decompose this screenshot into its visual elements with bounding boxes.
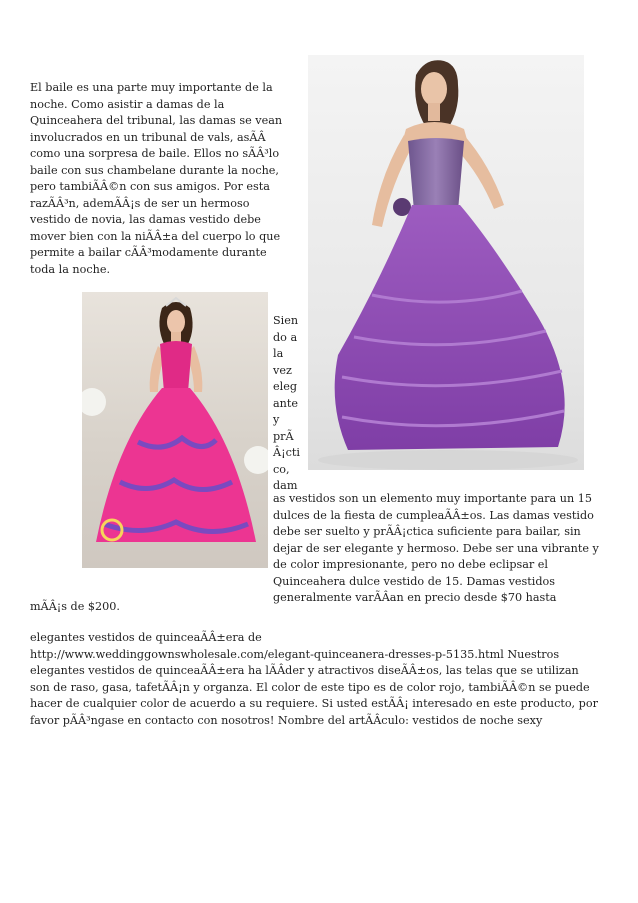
narrow-column-text: Sien do a la vez eleg ante y prÃ Â¡cti co, dam bbox=[273, 314, 300, 492]
price-tail-text: mÃÂ¡s de $200. bbox=[30, 600, 120, 613]
pink-dress-photo bbox=[82, 292, 268, 568]
intro-paragraph: El baile es una parte muy importante de la noche. Como asistir a damas de la Quinceahera del tribunal, las damas se vean involucrados en un tribunal de vals, asÃÂ como una sorpresa de baile. Ellos no sÃÂ³lo baile con sus chambelane durante la noche, pero tambiÃÂ©n con sus amigos. Por esta razÃÂ³n, ademÃÂ¡s de ser un hermoso vestido de novia, las damas vestido debe mover bien con la niÃÂ±a del cuerpo lo que permite a bailar cÃÂ³modamente durante toda la noche. bbox=[30, 81, 283, 276]
purple-dress-photo bbox=[308, 55, 584, 470]
purple-ballgown-illustration bbox=[308, 55, 584, 470]
pink-quinceanera-dress-illustration bbox=[82, 292, 268, 568]
closing-paragraph: elegantes vestidos de quinceaÃÂ±era de http://www.weddinggownswholesale.com/elegant-quinceanera-dresses-p-5135.html Nuestros elegantes vestidos de quinceaÃÂ±era ha lÃÂder y atractivos diseÃÂ±os, las telas que se utilizan son de raso, gasa, tafetÃÂ¡n y organza. El color de este tipo es de color rojo, tambiÃÂ©n se puede hacer de cualquier color de acuerdo a su requiere. Si usted estÃÂ¡ interesado en este producto, por favor pÃÂ³ngase en contacto con nosotros! Nombre del artÃÂculo: vestidos de noche sexy bbox=[30, 631, 598, 727]
wide-paragraph: as vestidos son un elemento muy importante para un 15 dulces de la fiesta de cumpleaÃÂ±os. Las damas vestido debe ser suelto y prÃÂ¡ctica suficiente para bailar, sin dejar de ser elegante y hermoso. Debe ser una vibrante y de color impresionante, pero no debe eclipsar el Quinceahera dulce vestido de 15. Damas vestidos generalmente varÃÂan en precio desde $70 hasta bbox=[273, 492, 599, 604]
